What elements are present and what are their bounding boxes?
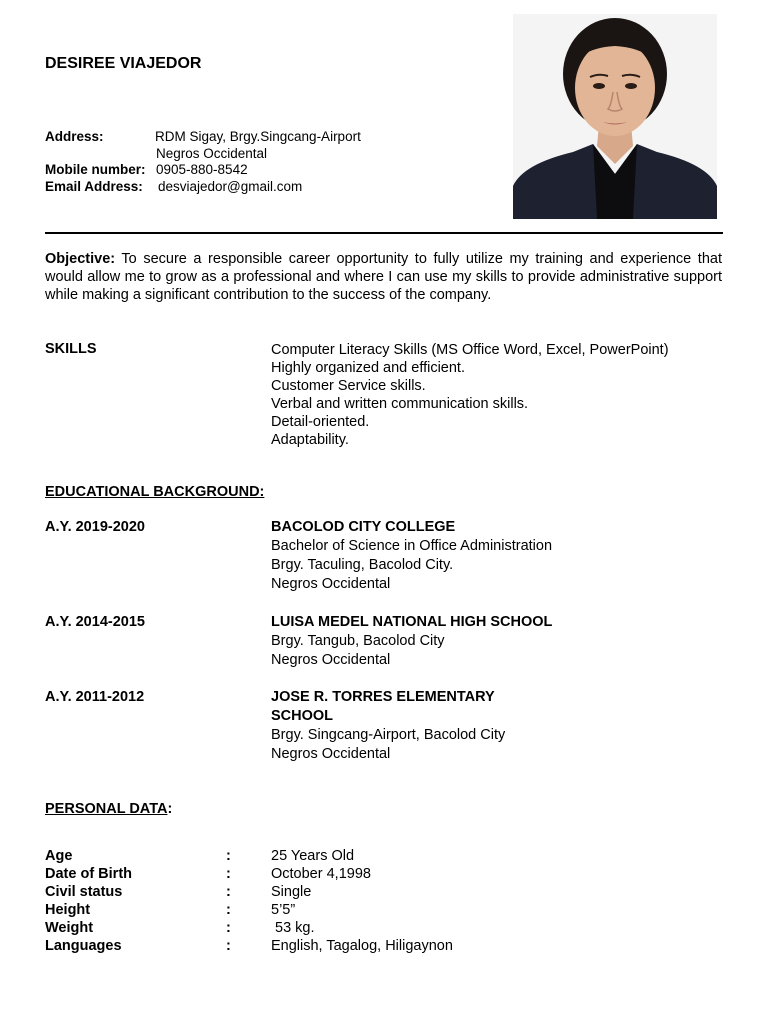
education-line: Negros Occidental	[271, 576, 391, 592]
personal-label: Civil status	[45, 884, 123, 900]
personal-label: Date of Birth	[45, 866, 132, 882]
skills-heading: SKILLS	[45, 341, 97, 357]
personal-separator: :	[226, 938, 231, 954]
personal-separator: :	[226, 902, 231, 918]
header-divider	[45, 232, 723, 234]
education-school: JOSE R. TORRES ELEMENTARY	[271, 689, 495, 705]
personal-value: Single	[271, 884, 312, 900]
personal-value: 53 kg.	[271, 920, 315, 936]
mobile-label: Mobile number:	[45, 162, 146, 177]
skill-item: Verbal and written communication skills.	[271, 396, 529, 412]
personal-label: Height	[45, 902, 91, 918]
education-year: A.Y. 2014-2015	[45, 614, 145, 630]
personal-heading	[45, 801, 172, 817]
education-line: Negros Occidental	[271, 746, 391, 762]
personal-separator: :	[226, 866, 231, 882]
applicant-photo	[513, 14, 717, 219]
personal-value: October 4,1998	[271, 866, 371, 882]
education-entry	[271, 688, 505, 764]
education-entry	[271, 518, 552, 594]
objective-text: To secure a responsible career opportunity to fully utilize my training and experience that would allow me to grow as a professional and where I can use my skills to provide administrative support while making a significant contribution to the success of the company.	[45, 251, 722, 303]
education-line: Brgy. Tangub, Bacolod City	[271, 633, 445, 649]
skill-item: Adaptability.	[271, 432, 349, 448]
personal-separator: :	[226, 920, 231, 936]
email-label: Email Address:	[45, 179, 143, 194]
personal-value: 5’5”	[271, 902, 296, 918]
skill-item: Computer Literacy Skills (MS Office Word, Excel, PowerPoint)	[271, 342, 669, 358]
education-heading: EDUCATIONAL BACKGROUND:	[45, 484, 265, 500]
email-value: desviajedor@gmail.com	[158, 179, 303, 194]
objective-paragraph	[45, 250, 722, 304]
education-school: SCHOOL	[271, 708, 334, 724]
personal-heading-colon: :	[167, 801, 173, 817]
skill-item: Customer Service skills.	[271, 378, 426, 394]
personal-value: 25 Years Old	[271, 848, 355, 864]
education-school: BACOLOD CITY COLLEGE	[271, 519, 456, 535]
education-year: A.Y. 2019-2020	[45, 519, 145, 535]
skill-item: Detail-oriented.	[271, 414, 370, 430]
objective-label: Objective:	[45, 251, 116, 267]
skill-item: Highly organized and efficient.	[271, 360, 465, 376]
skills-list	[271, 341, 669, 449]
address-label: Address:	[45, 129, 104, 144]
personal-label: Languages	[45, 938, 122, 954]
personal-separator: :	[226, 884, 231, 900]
education-school: LUISA MEDEL NATIONAL HIGH SCHOOL	[271, 614, 553, 630]
personal-heading-text: PERSONAL DATA	[45, 801, 168, 817]
address-line-1: RDM Sigay, Brgy.Singcang-Airport	[155, 129, 361, 144]
education-line: Bachelor of Science in Office Administration	[271, 538, 553, 554]
applicant-name: DESIREE VIAJEDOR	[45, 55, 202, 72]
personal-value: English, Tagalog, Hiligaynon	[271, 938, 453, 954]
education-line: Brgy. Singcang-Airport, Bacolod City	[271, 727, 506, 743]
personal-separator: :	[226, 848, 231, 864]
education-year: A.Y. 2011-2012	[45, 689, 145, 705]
address-line-2: Negros Occidental	[156, 146, 268, 161]
education-entry	[271, 613, 552, 670]
personal-label: Age	[45, 848, 73, 864]
education-line: Brgy. Taculing, Bacolod City.	[271, 557, 454, 573]
personal-label: Weight	[45, 920, 94, 936]
education-line: Negros Occidental	[271, 652, 391, 668]
mobile-value: 0905-880-8542	[156, 162, 248, 177]
